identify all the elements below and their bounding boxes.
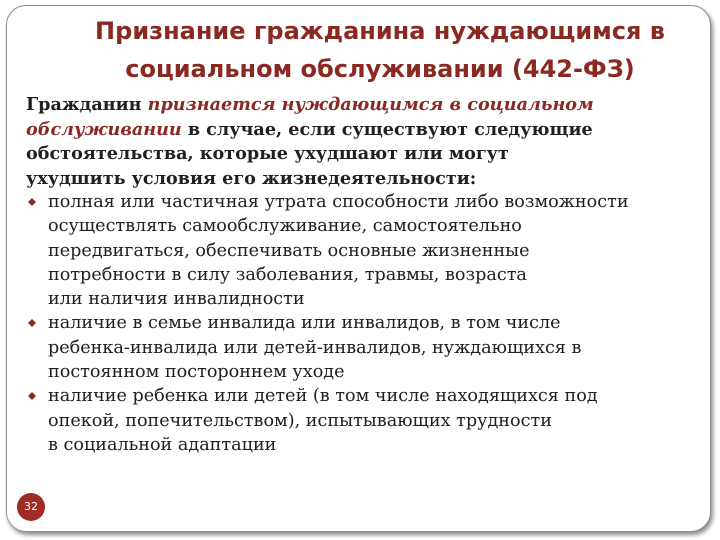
bullet-2-line-1: наличие в семье инвалида или инвалидов, в том числе bbox=[48, 313, 561, 334]
diamond-bullet-icon bbox=[28, 198, 36, 206]
intro-line-3: обстоятельства, которые ухудшают или могут bbox=[26, 143, 509, 164]
bullet-1-line-3: передвигаться, обеспечивать основные жизненные bbox=[48, 240, 530, 261]
bullet-3-line-1: наличие ребенка или детей (в том числе находящихся под bbox=[48, 386, 598, 407]
diamond-bullet-icon bbox=[28, 319, 36, 327]
bullet-3-line-2: опекой, попечительством), испытывающих трудности bbox=[48, 410, 552, 431]
bullet-1-line-2: осуществлять самообслуживание, самостоятельно bbox=[48, 216, 522, 237]
title-line-1: Признание гражданина нуждающимся в bbox=[95, 17, 665, 45]
intro-prefix: Гражданин bbox=[26, 94, 148, 115]
bullet-1-line-5: или наличия инвалидности bbox=[48, 289, 305, 310]
bullet-item bbox=[26, 311, 706, 384]
intro-paragraph bbox=[26, 93, 706, 191]
intro-line-2-rest: в случае, если существуют следующие bbox=[181, 118, 593, 140]
bullet-2-line-2: ребенка-инвалида или детей-инвалидов, нуждающихся в bbox=[48, 337, 582, 358]
bullet-2-line-3: постоянном постороннем уходе bbox=[48, 362, 345, 383]
bullet-3-line-3: в социальной адаптации bbox=[48, 434, 277, 455]
bullet-1-line-4: потребности в силу заболевания, травмы, возраста bbox=[48, 264, 527, 285]
intro-emphasis-2: обслуживании bbox=[26, 118, 182, 140]
title-line-2: социальном обслуживании (442-ФЗ) bbox=[125, 55, 635, 83]
bullet-item bbox=[26, 190, 706, 311]
bullet-item bbox=[26, 384, 706, 457]
diamond-bullet-icon bbox=[28, 392, 36, 400]
page-number-badge: 32 bbox=[17, 493, 45, 521]
slide-title bbox=[60, 12, 700, 88]
intro-line-4: ухудшить условия его жизнедеятельности: bbox=[26, 167, 477, 189]
intro-emphasis-1: признается нуждающимся в социальном bbox=[147, 94, 594, 115]
bullet-1-line-1: полная или частичная утрата способности либо возможности bbox=[48, 192, 629, 212]
bullet-list bbox=[26, 190, 706, 457]
